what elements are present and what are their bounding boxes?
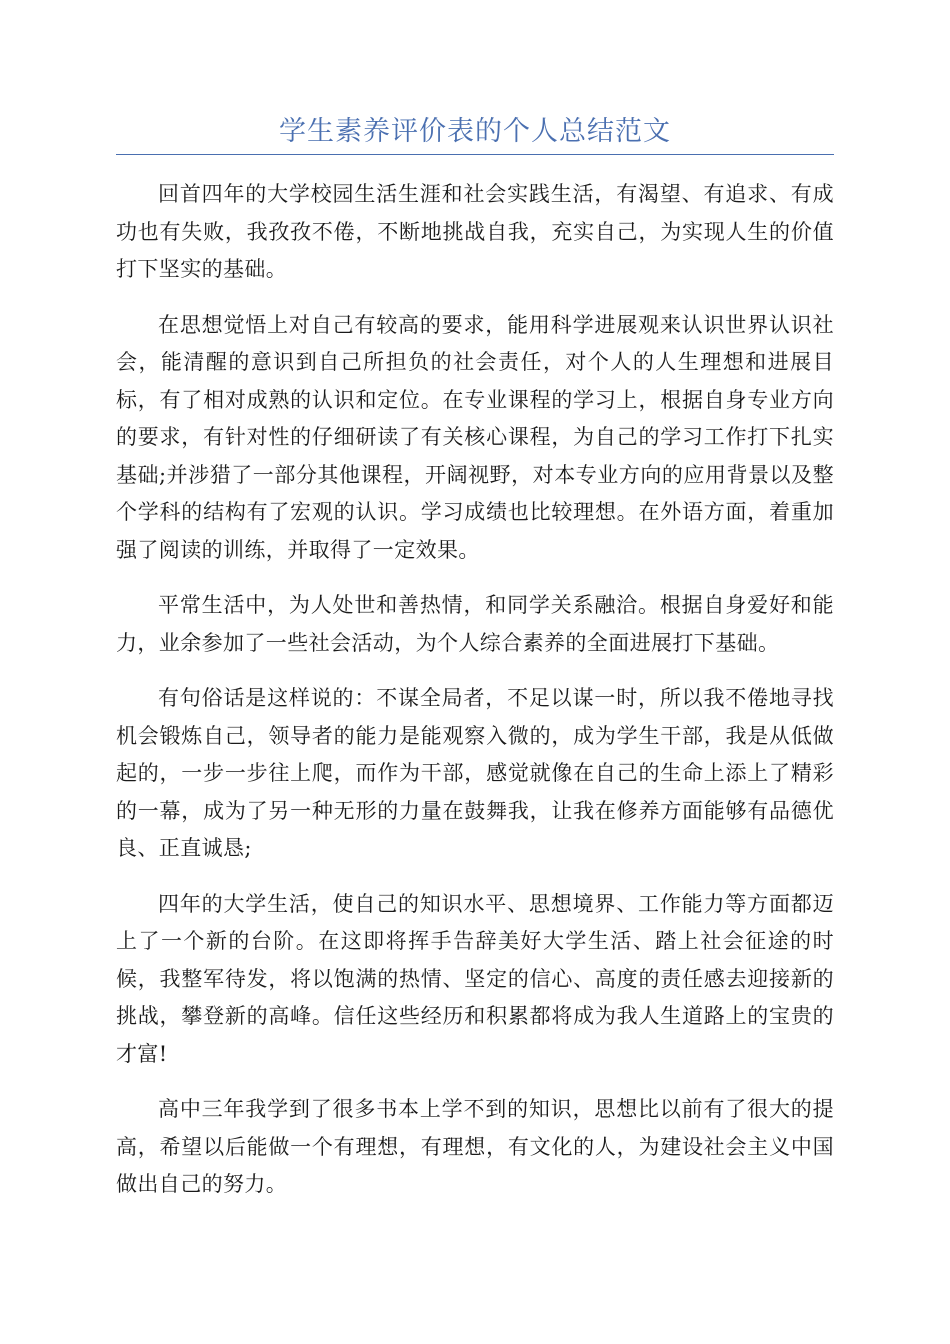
paragraph-3: 平常生活中，为人处世和善热情，和同学关系融洽。根据自身爱好和能力，业余参加了一些社会活动，为个人综合素养的全面进展打下基础。 [116,593,834,655]
document-body [116,176,834,1222]
document-title: 学生素养评价表的个人总结范文 [279,116,671,147]
paragraph-6: 高中三年我学到了很多书本上学不到的知识，思想比以前有了很大的提高，希望以后能做一个有理想，有理想，有文化的人，为建设社会主义中国做出自己的努力。 [116,1097,834,1196]
title-underline [116,154,834,155]
paragraph-1: 回首四年的大学校园生活生涯和社会实践生活，有渴望、有追求、有成功也有失败，我孜孜不倦，不断地挑战自我，充实自己，为实现人生的价值打下坚实的基础。 [116,182,834,281]
paragraph-2: 在思想觉悟上对自己有较高的要求，能用科学进展观来认识世界认识社会，能清醒的意识到自己所担负的社会责任，对个人的人生理想和进展目标，有了相对成熟的认识和定位。在专业课程的学习上，根据自身专业方向的要求，有针对性的仔细研读了有关核心课程，为自己的学习工作打下扎实基础;并涉猎了一部分其他课程，开阔视野，对本专业方向的应用背景以及整个学科的结构有了宏观的认识。学习成绩也比较理想。在外语方面，着重加强了阅读的训练，并取得了一定效果。 [116,312,834,562]
paragraph-4: 有句俗话是这样说的：不谋全局者，不足以谋一时，所以我不倦地寻找机会锻炼自己，领导者的能力是能观察入微的，成为学生干部，我是从低做起的，一步一步往上爬，而作为干部，感觉就像在自己的生命上添上了精彩的一幕，成为了另一种无形的力量在鼓舞我，让我在修养方面能够有品德优良、正直诚恳; [116,686,834,860]
paragraph-5: 四年的大学生活，使自己的知识水平、思想境界、工作能力等方面都迈上了一个新的台阶。在这即将挥手告辞美好大学生活、踏上社会征途的时候，我整军待发，将以饱满的热情、坚定的信心、高度的责任感去迎接新的挑战，攀登新的高峰。信任这些经历和积累都将成为我人生道路上的宝贵的才富! [116,891,834,1066]
